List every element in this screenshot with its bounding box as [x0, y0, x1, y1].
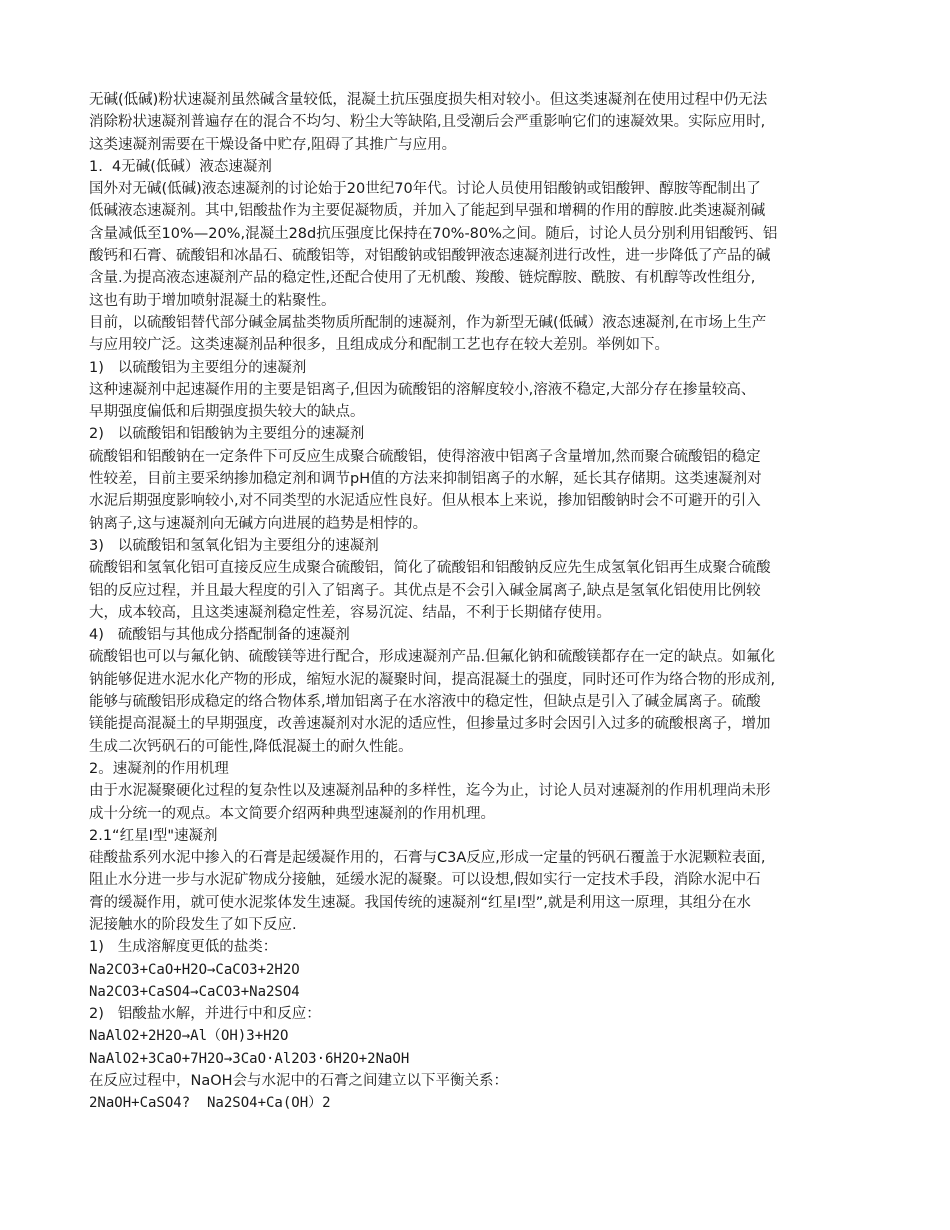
paragraph-line: 阻止水分进一步与水泥矿物成分接触，延缓水泥的凝聚。可以设想,假如实行一定技术手段，消除水泥中石: [89, 872, 761, 889]
chemical-equation: NaAlO2+2H2O→Al（OH)3+H2O: [89, 1028, 289, 1045]
list-heading: 4) 硫酸铝与其他成分搭配制备的速凝剂: [89, 627, 350, 644]
paragraph-line: 由于水泥凝聚硬化过程的复杂性以及速凝剂品种的多样性，迄今为止，讨论人员对速凝剂的作用机理尚未形: [89, 783, 771, 800]
list-heading: 1) 生成溶解度更低的盐类：: [89, 939, 278, 956]
paragraph-line: 水泥后期强度影响较小,对不同类型的水泥适应性良好。但从根本上来说，掺加铝酸钠时会不可避开的引入: [89, 493, 761, 510]
list-heading: 2) 铝酸盐水解，并进行中和反应：: [89, 1006, 321, 1023]
paragraph-line: 在反应过程中，NaOH会与水泥中的石膏之间建立以下平衡关系：: [89, 1073, 509, 1090]
paragraph-line: 含量.为提高液态速凝剂产品的稳定性,还配合使用了无机酸、羧酸、链烷醇胺、酰胺、有机醇等改性组分,: [89, 270, 756, 287]
paragraph-line: 钠离子,这与速凝剂向无碱方向进展的趋势是相悖的。: [89, 515, 428, 532]
paragraph-line: 消除粉状速凝剂普遍存在的混合不均匀、粉尘大等缺陷,且受潮后会严重影响它们的速凝效果。实际应用时,: [89, 114, 766, 131]
section-heading: 2。速凝剂的作用机理: [89, 760, 229, 777]
paragraph-line: 与应用较广泛。这类速凝剂品种很多，且组成成分和配制工艺也存在较大差别。举例如下。: [89, 337, 669, 354]
paragraph-line: 钠能够促进水泥水化产物的形成，缩短水泥的凝聚时间，提高混凝土的强度，同时还可作为络合物的形成剂,: [89, 671, 776, 688]
paragraph-line: 硫酸铝也可以与氟化钠、硫酸镁等进行配合，形成速凝剂产品.但氟化钠和硫酸镁都存在一定的缺点。如氟化: [89, 649, 776, 666]
paragraph-line: 这也有助于增加喷射混凝土的粘聚性。: [89, 292, 336, 309]
paragraph-line: 泥接触水的阶段发生了如下反应.: [89, 916, 297, 933]
paragraph-line: 硅酸盐系列水泥中掺入的石膏是起缓凝作用的，石膏与C3A反应,形成一定量的钙矾石覆盖于水泥颗粒表面,: [89, 850, 766, 867]
chemical-equation: 2NaOH+CaSO4? Na2SO4+Ca(OH）2: [89, 1095, 331, 1112]
document-body: [89, 89, 862, 1115]
paragraph-line: 生成二次钙矾石的可能性,降低混凝土的耐久性能。: [89, 738, 413, 755]
paragraph-line: 镁能提高混凝土的早期强度，改善速凝剂对水泥的适应性，但掺量过多时会因引入过多的硫酸根离子，增加: [89, 716, 771, 733]
paragraph-line: 酸钙和石膏、硫酸铝和冰晶石、硫酸铝等，对铝酸钠或铝酸钾液态速凝剂进行改性，进一步降低了产品的碱: [89, 248, 771, 265]
list-heading: 1) 以硫酸铝为主要组分的速凝剂: [89, 359, 307, 376]
paragraph-line: 这类速凝剂需要在干燥设备中贮存,阻碍了其推广与应用。: [89, 136, 457, 153]
list-heading: 2) 以硫酸铝和铝酸钠为主要组分的速凝剂: [89, 426, 365, 443]
paragraph-line: 硫酸铝和氢氧化铝可直接反应生成聚合硫酸铝，简化了硫酸铝和铝酸钠反应先生成氢氧化铝再生成聚合硫酸: [89, 560, 771, 577]
paragraph-line: 低碱液态速凝剂。其中,铝酸盐作为主要促凝物质，并加入了能起到早强和增稠的作用的醇胺.此类速凝剂碱: [89, 203, 766, 220]
paragraph-line: 无碱(低碱)粉状速凝剂虽然碱含量较低，混凝土抗压强度损失相对较小。但这类速凝剂在使用过程中仍无法: [89, 92, 768, 108]
list-heading: 3) 以硫酸铝和氢氧化铝为主要组分的速凝剂: [89, 537, 379, 554]
paragraph-line: 大，成本较高，且这类速凝剂稳定性差，容易沉淀、结晶，不利于长期储存使用。: [89, 604, 611, 621]
paragraph-line: 性较差，目前主要采纳掺加稳定剂和调节pH值的方法来抑制铝离子的水解，延长其存储期。这类速凝剂对: [89, 471, 762, 488]
paragraph-line: 早期强度偏低和后期强度损失较大的缺点。: [89, 404, 365, 421]
paragraph-line: 硫酸铝和铝酸钠在一定条件下可反应生成聚合硫酸铝，使得溶液中铝离子含量增加,然而聚合硫酸铝的稳定: [89, 448, 761, 465]
paragraph-line: 成十分统一的观点。本文简要介绍两种典型速凝剂的作用机理。: [89, 805, 495, 822]
paragraph-line: 能够与硫酸铝形成稳定的络合物体系,增加铝离子在水溶液中的稳定性，但缺点是引入了碱金属离子。硫酸: [89, 694, 761, 711]
paragraph-line: 含量减低至10%—20%,混凝土28d抗压强度比保持在70%-80%之间。随后，讨论人员分别利用铝酸钙、铝: [89, 225, 778, 242]
paragraph-line: 这种速凝剂中起速凝作用的主要是铝离子,但因为硫酸铝的溶解度较小,溶液不稳定,大部分存在掺量较高、: [89, 381, 756, 398]
chemical-equation: Na2CO3+CaO+H2O→CaCO3+2H2O: [89, 961, 300, 978]
chemical-equation: NaAlO2+3CaO+7H2O→3CaO·Al2O3·6H2O+2NaOH: [89, 1050, 410, 1067]
paragraph-line: 铝的反应过程，并且最大程度的引入了铝离子。其优点是不会引入碱金属离子,缺点是氢氧化铝使用比例较: [89, 582, 761, 599]
section-heading: 1. 4无碱(低碱）液态速凝剂: [89, 158, 272, 175]
paragraph-line: 目前，以硫酸铝替代部分碱金属盐类物质所配制的速凝剂，作为新型无碱(低碱）液态速凝剂,在市场上生产: [89, 314, 767, 331]
paragraph-line: 膏的缓凝作用，就可使水泥浆体发生速凝。我国传统的速凝剂“红星Ⅰ型”,就是利用这一原理，其组分在水: [89, 894, 751, 911]
section-heading: 2.1“红星Ⅰ型"速凝剂: [89, 827, 218, 844]
paragraph-line: 国外对无碱(低碱)液态速凝剂的讨论始于20世纪70年代。讨论人员使用铝酸钠或铝酸钾、醇胺等配制出了: [89, 181, 761, 198]
chemical-equation: Na2CO3+CaSO4→CaCO3+Na2SO4: [89, 983, 300, 1000]
